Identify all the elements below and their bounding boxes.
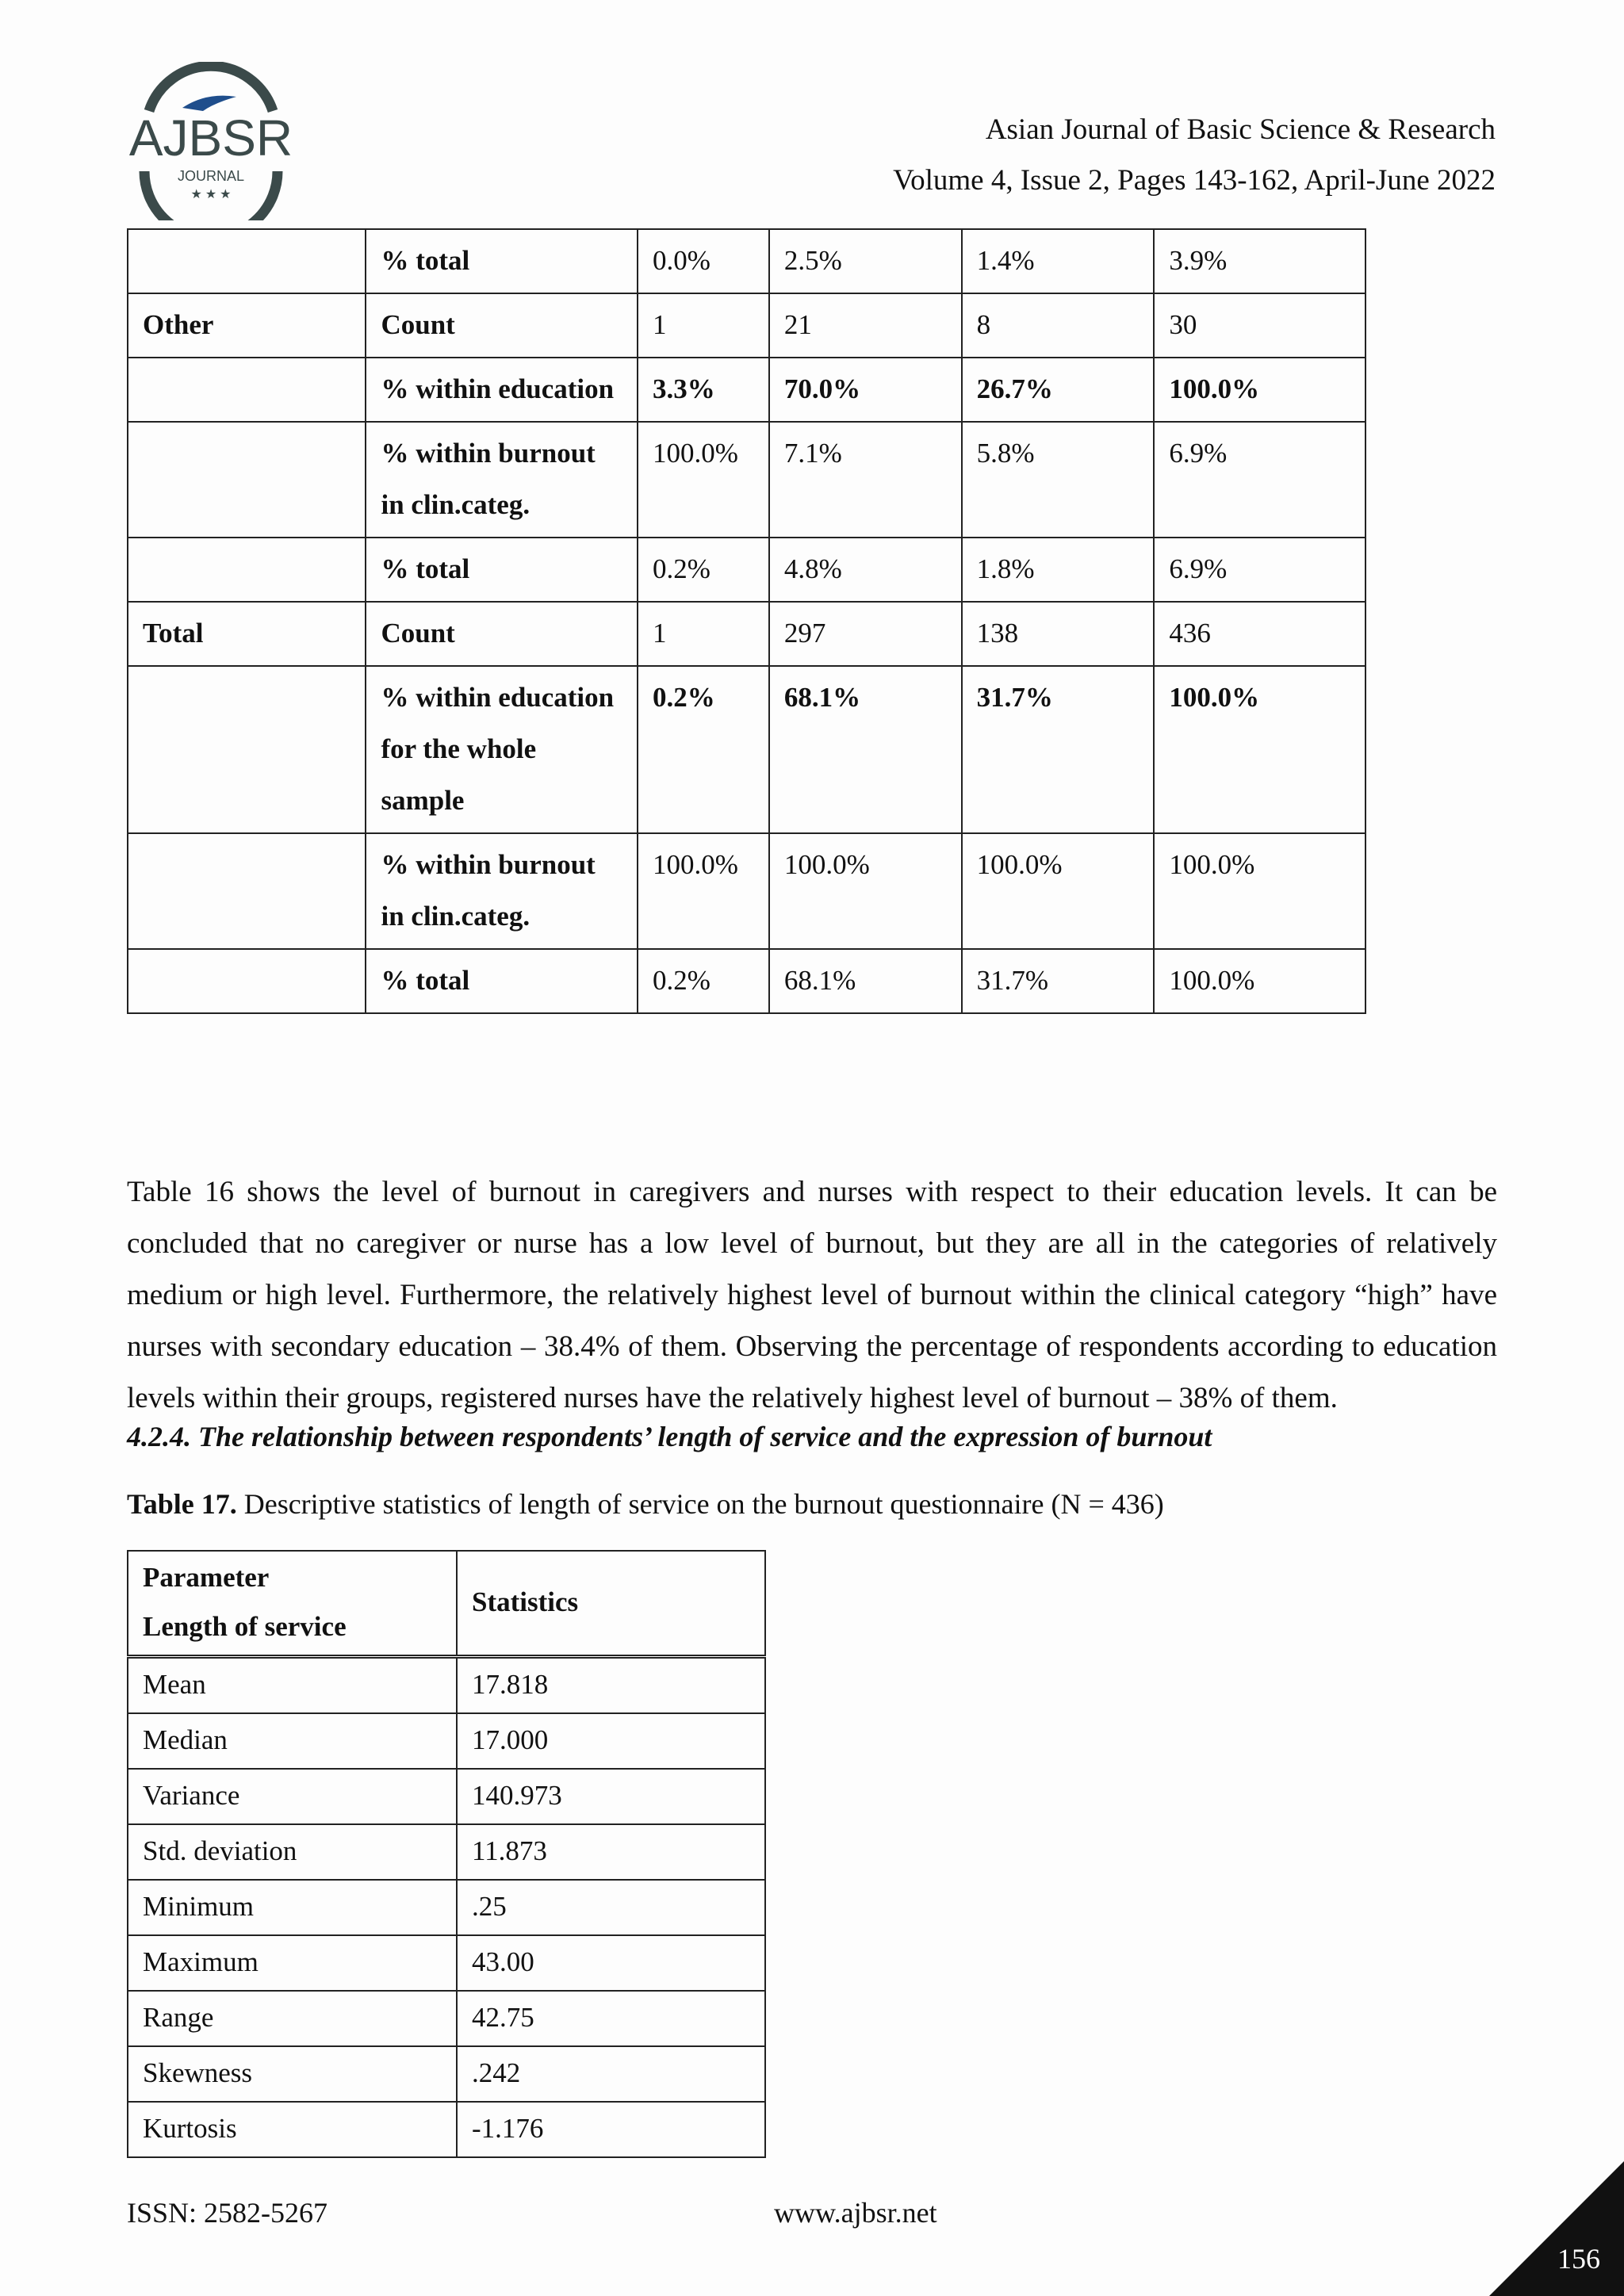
group-cell <box>128 538 366 602</box>
table-17-caption <box>127 1480 1164 1528</box>
table-row <box>128 602 1365 666</box>
table-row <box>128 538 1365 602</box>
table-17 <box>127 1550 766 2158</box>
table-row <box>128 1824 765 1880</box>
table-row <box>128 1935 765 1991</box>
footer-url[interactable]: www.ajbsr.net <box>774 2197 937 2229</box>
value-cell: 1.8% <box>962 538 1155 602</box>
value-cell: 1 <box>638 602 769 666</box>
stat-value: 17.818 <box>457 1657 765 1714</box>
value-cell: 5.8% <box>962 422 1155 538</box>
table-16-continued <box>127 228 1366 1014</box>
volume-line: Volume 4, Issue 2, Pages 143-162, April-June 2022 <box>893 164 1496 197</box>
value-cell: 138 <box>962 602 1155 666</box>
value-cell: 3.3% <box>638 358 769 422</box>
table-row <box>128 833 1365 949</box>
group-cell <box>128 422 366 538</box>
value-cell: 0.2% <box>638 538 769 602</box>
value-cell: 100.0% <box>638 422 769 538</box>
header-statistics: Statistics <box>457 1551 765 1657</box>
param-cell: % total <box>366 229 638 293</box>
footer-issn: ISSN: 2582-5267 <box>127 2197 328 2229</box>
param-cell: % within burnout in clin.categ. <box>366 422 638 538</box>
table-row <box>128 1880 765 1935</box>
table-row <box>128 1769 765 1824</box>
value-cell: 31.7% <box>962 666 1155 833</box>
value-cell: 70.0% <box>769 358 962 422</box>
table-row <box>128 666 1365 833</box>
stat-label: Std. deviation <box>128 1824 457 1880</box>
value-cell: 100.0% <box>1154 833 1365 949</box>
value-cell: 100.0% <box>1154 358 1365 422</box>
param-cell: Count <box>366 602 638 666</box>
value-cell: 0.2% <box>638 666 769 833</box>
table-row <box>128 422 1365 538</box>
value-cell: 0.2% <box>638 949 769 1013</box>
stat-value: -1.176 <box>457 2102 765 2157</box>
stat-value: .25 <box>457 1880 765 1935</box>
stat-value: 11.873 <box>457 1824 765 1880</box>
stat-label: Kurtosis <box>128 2102 457 2157</box>
stat-label: Skewness <box>128 2046 457 2102</box>
journal-header <box>893 105 1496 206</box>
stat-value: .242 <box>457 2046 765 2102</box>
value-cell: 1 <box>638 293 769 358</box>
value-cell: 100.0% <box>638 833 769 949</box>
param-cell: % within education <box>366 358 638 422</box>
table-header-row <box>128 1551 765 1657</box>
value-cell: 3.9% <box>1154 229 1365 293</box>
table-row <box>128 1657 765 1714</box>
value-cell: 68.1% <box>769 666 962 833</box>
value-cell: 6.9% <box>1154 422 1365 538</box>
body-paragraph: Table 16 shows the level of burnout in caregivers and nurses with respect to their education levels. It can be concluded that no caregiver or nurse has a low level of burnout, but they are all in the categories of relatively medium or high level. Furthermore, the relatively highest level of burnout within the clinical category “high” have nurses with secondary education – 38.4% of them. Observing the percentage of respondents according to education levels within their groups, registered nurses have the relatively highest level of burnout – 38% of them. <box>127 1176 1497 1414</box>
value-cell: 100.0% <box>962 833 1155 949</box>
value-cell: 1.4% <box>962 229 1155 293</box>
value-cell: 0.0% <box>638 229 769 293</box>
group-cell <box>128 949 366 1013</box>
table-row <box>128 229 1365 293</box>
header-parameter: Parameter Length of service <box>128 1551 457 1657</box>
param-cell: Count <box>366 293 638 358</box>
param-cell: % total <box>366 538 638 602</box>
value-cell: 100.0% <box>1154 949 1365 1013</box>
value-cell: 26.7% <box>962 358 1155 422</box>
table-row <box>128 2102 765 2157</box>
journal-name: Asian Journal of Basic Science & Research <box>985 113 1496 146</box>
table-row <box>128 2046 765 2102</box>
param-cell: % within burnout in clin.categ. <box>366 833 638 949</box>
stat-value: 140.973 <box>457 1769 765 1824</box>
value-cell: 297 <box>769 602 962 666</box>
table-row <box>128 358 1365 422</box>
table-row <box>128 1991 765 2046</box>
group-cell <box>128 358 366 422</box>
caption-text: Descriptive statistics of length of service on the burnout questionnaire (N = 436) <box>236 1488 1164 1520</box>
page-corner-triangle <box>1489 2161 1624 2296</box>
stat-label: Variance <box>128 1769 457 1824</box>
caption-label: Table 17. <box>127 1488 237 1520</box>
value-cell: 21 <box>769 293 962 358</box>
group-cell <box>128 229 366 293</box>
value-cell: 31.7% <box>962 949 1155 1013</box>
stat-label: Maximum <box>128 1935 457 1991</box>
table-row <box>128 293 1365 358</box>
stat-value: 42.75 <box>457 1991 765 2046</box>
svg-text:★ ★ ★: ★ ★ ★ <box>190 188 232 201</box>
param-cell: % within education for the whole sample <box>366 666 638 833</box>
value-cell: 4.8% <box>769 538 962 602</box>
stat-label: Mean <box>128 1657 457 1714</box>
value-cell: 2.5% <box>769 229 962 293</box>
stat-value: 17.000 <box>457 1713 765 1769</box>
table-row <box>128 1713 765 1769</box>
stat-label: Median <box>128 1713 457 1769</box>
stat-label: Range <box>128 1991 457 2046</box>
journal-logo <box>117 62 304 220</box>
value-cell: 8 <box>962 293 1155 358</box>
group-cell: Total <box>128 602 366 666</box>
value-cell: 100.0% <box>769 833 962 949</box>
stat-value: 43.00 <box>457 1935 765 1991</box>
logo-subtext: JOURNAL <box>177 168 245 184</box>
group-cell <box>128 833 366 949</box>
group-cell <box>128 666 366 833</box>
logo-text: AJBSR <box>128 109 293 166</box>
table-row <box>128 949 1365 1013</box>
page-number: 156 <box>1557 2243 1600 2275</box>
value-cell: 100.0% <box>1154 666 1365 833</box>
value-cell: 7.1% <box>769 422 962 538</box>
param-cell: % total <box>366 949 638 1013</box>
value-cell: 68.1% <box>769 949 962 1013</box>
group-cell: Other <box>128 293 366 358</box>
value-cell: 436 <box>1154 602 1365 666</box>
section-heading: 4.2.4. The relationship between respondents’ length of service and the expression of burnout <box>127 1421 1212 1452</box>
stat-label: Minimum <box>128 1880 457 1935</box>
value-cell: 6.9% <box>1154 538 1365 602</box>
value-cell: 30 <box>1154 293 1365 358</box>
